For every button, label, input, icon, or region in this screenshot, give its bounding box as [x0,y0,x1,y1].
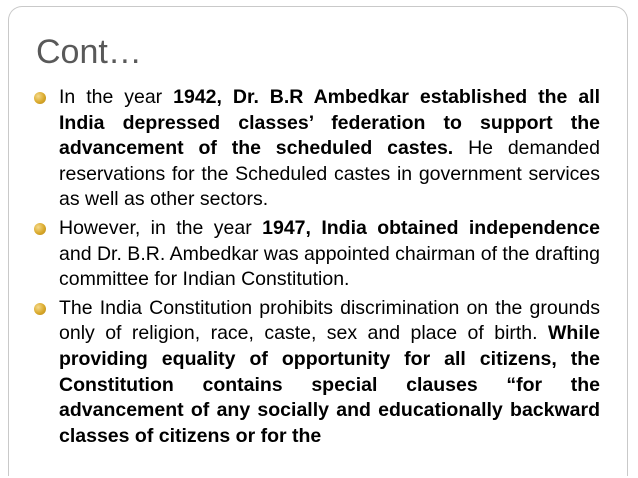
bullet-icon [34,223,46,235]
bullet-text: and Dr. B.R. Ambedkar was appointed chairman of the drafting committee for Indian Constitution. [59,242,600,291]
bullet-text: However, in the year [59,216,263,239]
bullet-text: He demanded reservations for the Scheduled castes in government services as well as other sectors. [59,137,600,211]
bullet-item [28,296,600,450]
bullet-item [28,216,600,293]
bullet-icon [34,92,46,104]
bullet-list [28,85,600,452]
bullet-item [28,85,600,213]
bullet-text: The India Constitution prohibits discrimination on the grounds only of religion, race, caste, sex and place of birth. [59,296,600,345]
bullet-icon [34,303,46,315]
slide-title: Cont… [36,33,142,71]
bullet-text: In the year [59,86,174,108]
bullet-text-bold: While providing equality of opportunity for all citizens, the Constitution contains special clauses “for the advancement of any socially and educationally backward classes of citizens or for the [59,322,600,447]
bullet-text-bold: 1947, India obtained independence [262,216,600,239]
bullet-text-bold: 1942, Dr. B.R Ambedkar established the all India depressed classes’ federation to support the advancement of the scheduled castes. [59,86,601,160]
